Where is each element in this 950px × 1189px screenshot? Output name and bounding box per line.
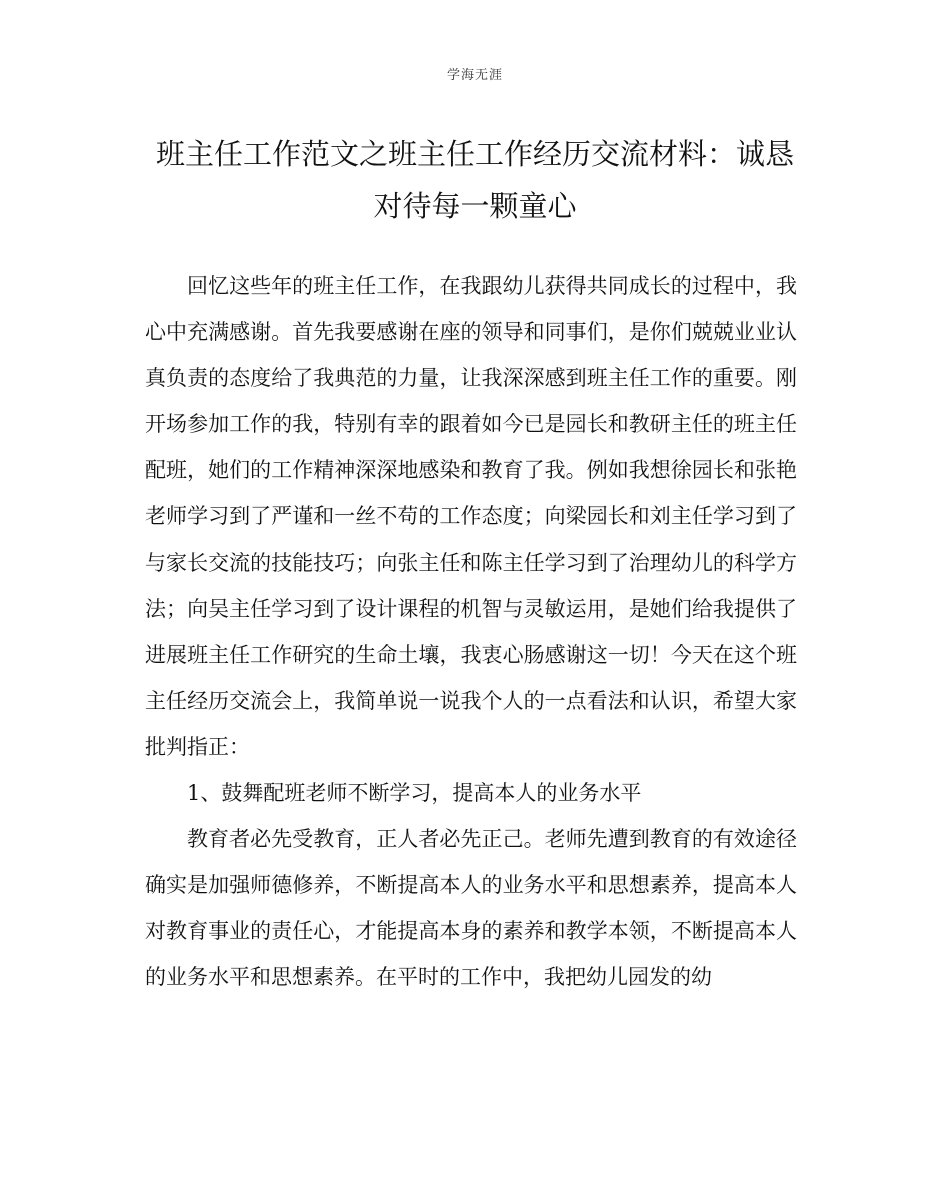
page-header: 学海无涯: [446, 68, 503, 83]
paragraph-heading-1: 1、鼓舞配班老师不断学习，提高本人的业务水平: [187, 781, 642, 806]
paragraph-section-1: 教育者必先受教育，正人者必先正己。老师先遭到教育的有效途径确实是加强师德修养，不断提高本人的业务水平和思想素养，提高本人对教育事业的责任心，才能提高本身的素养和教学本领，不断提高本人的业务水平和思想素养。在平时的工作中，我把幼儿园发的幼: [145, 827, 797, 990]
document-title: 班主任工作范文之班主任工作经历交流材料：诚恳对待每一颗童心: [155, 137, 794, 223]
document-body: [145, 263, 797, 1001]
paragraph-intro: 回忆这些年的班主任工作，在我跟幼儿获得共同成长的过程中，我心中充满感谢。首先我要感谢在座的领导和同事们，是你们兢兢业业认真负责的态度给了我典范的力量，让我深深感到班主任工作的重要。刚开场参加工作的我，特别有幸的跟着如今已是园长和教研主任的班主任配班，她们的工作精神深深地感染和教育了我。例如我想徐园长和张艳老师学习到了严谨和一丝不苟的工作态度；向梁园长和刘主任学习到了与家长交流的技能技巧；向张主任和陈主任学习到了治理幼儿的科学方法；向吴主任学习到了设计课程的机智与灵敏运用，是她们给我提供了进展班主任工作研究的生命土壤，我衷心肠感谢这一切！今天在这个班主任经历交流会上，我简单说一说我个人的一点看法和认识，希望大家批判指正：: [145, 274, 797, 759]
